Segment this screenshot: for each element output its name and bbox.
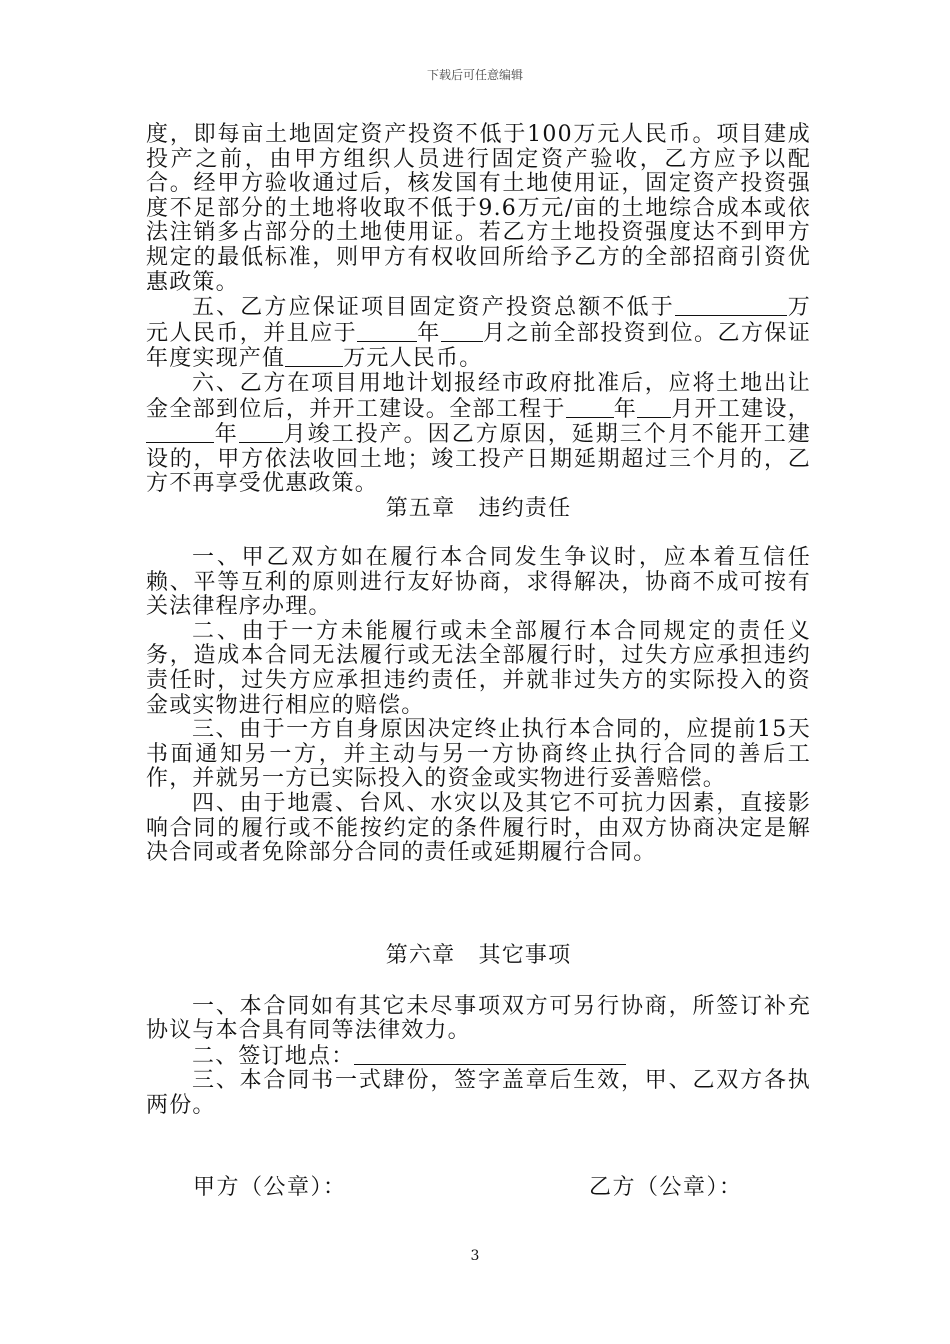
start-month-blank [637, 397, 671, 418]
chapter-5-body [146, 546, 811, 866]
completion-year-blank [146, 422, 214, 443]
chapter-5-item-4: 四、由于地震、台风、水灾以及其它不可抗力因素，直接影响合同的履行或不能按约定的条件履行时，由双方协商决定是解决合同或者免除部分合同的责任或延期履行合同。 [146, 790, 811, 866]
chapter-6-item-3: 三、本合同书一式肆份，签字盖章后生效，甲、乙双方各执两份。 [146, 1068, 811, 1118]
year-blank [357, 321, 417, 342]
chapter-5-item-2: 二、由于一方未能履行或未全部履行本合同规定的责任义务，造成本合同无法履行或无法全部履行时，过失方应承担违约责任时，过失方应承担违约责任，并就非过失方的实际投入的资金或实物进行相应的赔偿。 [146, 618, 811, 718]
investment-total-blank [675, 295, 787, 316]
signing-place-label: 二、签订地点： [192, 1043, 355, 1069]
chapter-6-title: 第六章 其它事项 [385, 943, 572, 968]
month-blank [441, 321, 483, 342]
clause-6-text-b: 年 [613, 396, 638, 422]
party-b-seal-label: 乙方（公章）： [589, 1175, 743, 1200]
clause-5 [146, 295, 811, 372]
clause-5-text-d: 月之前全部投资到位。乙方保证年度实现产值 [146, 320, 811, 372]
chapter-5-title: 第五章 违约责任 [385, 495, 572, 521]
clause-5-text-b: 万元人民币，并且应于 [146, 295, 811, 346]
clause-5-text-e: 万元人民币。 [343, 346, 483, 372]
document-body [146, 123, 811, 522]
chapter-6-body [146, 944, 811, 1119]
chapter-6-item-2 [146, 1044, 811, 1070]
signing-place-blank [354, 1044, 626, 1065]
clause-6-text-a: 六、乙方在项目用地计划报经市政府批准后，应将土地出让金全部到位后，并开工建设。全部工程于 [146, 370, 811, 422]
paragraph-continued: 度，即每亩土地固定资产投资不低于100万元人民币。项目建成投产之前，由甲方组织人员进行固定资产验收，乙方应予以配合。经甲方验收通过后，核发国有土地使用证，固定资产投资强度不足部分的土地将收取不低于9.6万元/亩的土地综合成本或依法注销多占部分的土地使用证。若乙方土地投资强度达不到甲方规定的最低标准，则甲方有权收回所给予乙方的全部招商引资优惠政策。 [146, 122, 811, 295]
page-number: 3 [470, 1248, 480, 1264]
clause-6-text-c: 月开工建设， [671, 396, 811, 422]
party-a-seal-label: 甲方（公章）： [193, 1175, 347, 1200]
chapter-6-item-1: 一、本合同如有其它未尽事项双方可另行协商，所签订补充协议与本合具有同等法律效力。 [146, 993, 811, 1044]
chapter-5-item-3: 三、由于一方自身原因决定终止执行本合同的，应提前15天书面通知另一方，并主动与另一方协商终止执行合同的善后工作，并就另一方已实际投入的资金或实物进行妥善赔偿。 [146, 717, 811, 792]
clause-6-text-e: 月竣工投产。因乙方原因，延期三个月不能开工建设的，甲方依法收回土地；竣工投产日期延期超过三个月的，乙方不再享受优惠政策。 [146, 422, 812, 497]
clause-5-text-c: 年 [417, 320, 441, 346]
page-header: 下载后可任意编辑 [426, 68, 523, 82]
clause-6 [146, 372, 811, 497]
start-year-blank [566, 397, 614, 418]
chapter-5-item-1: 一、甲乙双方如在履行本合同发生争议时，应本着互信任赖、平等互利的原则进行友好协商，求得解决，协商不成可按有关法律程序办理。 [146, 545, 811, 620]
clause-6-text-d: 年 [214, 422, 239, 448]
clause-5-text-a: 五、乙方应保证项目固定资产投资总额不低于 [192, 295, 675, 321]
output-value-blank [285, 346, 343, 367]
completion-month-blank [239, 422, 283, 443]
